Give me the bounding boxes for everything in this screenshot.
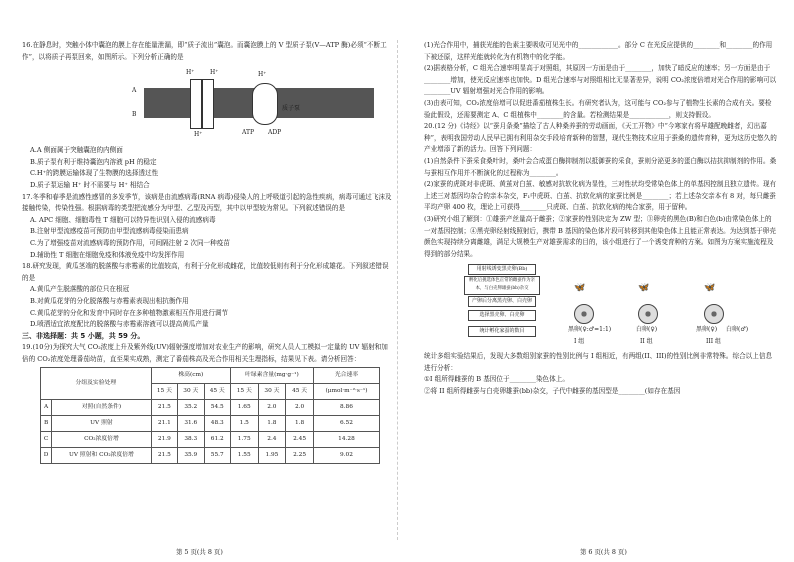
q19-part-3: (3)由表可知，CO₂浓度倍增可以促进番茄植株生长。有研究者认为，这可能与 CO₂参与了植物生长素的合成有关。要检验此假设，还需要测定 A、C 组植株中________的含量。若检测结果是____________，则支持假设。: [424, 98, 772, 119]
table-row: [41, 448, 380, 464]
table-row: [41, 400, 380, 416]
cell: 2.25: [286, 448, 314, 464]
q18-option-d: D.喷洒适宜浓度配比的脱落酸与赤霉素溶液可以提高黄瓜产量: [30, 320, 209, 329]
left-footer: 第 5 页(共 8 页): [176, 548, 223, 556]
atp-label: ATP: [242, 129, 255, 137]
q17-option-a: A. APC 细胞、细胞毒性 T 细胞可以特异性识别入侵的流感病毒: [30, 215, 216, 224]
cell: 55.7: [204, 448, 230, 464]
th-day: 15 天: [151, 384, 177, 400]
th-day: 45 天: [286, 384, 314, 400]
q16-option-a: A.A 侧面属于突触囊泡的内侧面: [30, 146, 123, 155]
q20-flow-figure: [424, 264, 778, 348]
q16-option-b: B.质子泵有利于维持囊泡内溶液 pH 的稳定: [30, 157, 157, 166]
th-day: 45 天: [204, 384, 230, 400]
cell: 21.9: [151, 432, 177, 448]
flow-step-3: 产卵后分离黑壳卵、白壳卵: [468, 296, 536, 307]
th-height: 株高(cm): [151, 368, 230, 384]
cell: 2.45: [286, 432, 314, 448]
th-day: 30 天: [178, 384, 204, 400]
group-2-result: 白卵(♀): [636, 326, 658, 334]
th-leaf: 叶绿素含量(mg·g⁻¹): [230, 368, 313, 384]
table-row: [41, 416, 380, 432]
group-1-result: 黑卵(♀:♂=1:1): [568, 326, 612, 334]
cell: 2.0: [258, 400, 286, 416]
q17-option-c: C.为了增强疫苗对流感病毒的预防作用，可间隔注射 2 次同一种疫苗: [30, 238, 230, 247]
flow-step-4: 选择黑壳卵、白壳卵: [468, 310, 536, 321]
cell: 1.5: [230, 416, 258, 432]
q17-option-b: B.注射甲型流感疫苗可预防由甲型流感病毒侵染而患病: [30, 227, 189, 236]
cell: 1.8: [258, 416, 286, 432]
proton-pump: [252, 83, 278, 125]
flow-step-5: 统计孵化家蚕的数目: [468, 326, 536, 337]
q20-part-3: (3)研究小组了解到：①雄蚕产丝量高于雌蚕；②家蚕的性别决定为 ZW 型；③卵壳的黑色(B)和白色(b)由常染色体上的一对基因控制；④黑壳卵经射线照射后，携带 B 基因的染色体片段可转移到其他染色体上且能正常表达。为达到基于卵壳颜色实现持续分离雌雄，满足大规模生产对雄蚕需求的目的，该小组进行了一个诱变育种的方案。如图为方案实施流程及得到的部分结果。: [424, 214, 776, 258]
q20-part-2: (2)家蚕的虎斑对非虎斑、黄茧对白茧、敏感对抗软化病为显性，三对性状均受常染色体上的单基因控制且独立遗传。现有上述三对基因均杂合的亲本杂交，F₁中虎斑、白茧、抗软化病的家蚕比例是________；若上述杂交亲本有 8 对，每只雌蚕平均产卵 400 枚，理论上可获得________只虎斑、白茧、抗软化病的纯合家蚕，用于留种。: [424, 180, 777, 212]
q19-part-1: (1)光合作用中，捕获光能的色素主要吸收可见光中的____________。部分 C 在光反应提供的________和________的作用下被还原，这样光能就转化为有机物中的化学能。: [424, 41, 773, 61]
label-b: B: [132, 111, 137, 119]
cell: 9.02: [313, 448, 379, 464]
cell: C: [41, 432, 52, 448]
cell: 1.65: [230, 400, 258, 416]
channel-left: [190, 79, 202, 129]
cell: 21.5: [151, 400, 177, 416]
bottom-h-right: H⁺: [258, 71, 267, 79]
cell: 2.0: [286, 400, 314, 416]
cell: 1.75: [230, 432, 258, 448]
flow-step-2: 孵化后挑选体色正常的雌蚕作为亲本，与白壳卵雄蚕(bb)杂交: [464, 276, 540, 295]
cell: 8.86: [313, 400, 379, 416]
cell: CO₂浓度倍增: [52, 432, 151, 448]
th-day: 30 天: [258, 384, 286, 400]
q17-option-d: D.辅助性 T 细胞在细胞免疫和体液免疫中均发挥作用: [30, 250, 185, 259]
moth-icon: 🦋: [704, 283, 716, 294]
q19-table: [40, 367, 380, 464]
channel-right: [202, 79, 214, 129]
cell: 31.6: [178, 416, 204, 432]
table-row: [41, 432, 380, 448]
page-divider: [397, 40, 398, 540]
q18-option-a: A.黄瓜产生脱落酸的部位只在根冠: [30, 285, 130, 294]
q19-part-2: (2)据表格分析，C 组光合速率明显高于对照组，其原因一方面是由于________，加快了暗反应的速率；另一方面是由于________增加，使光反应速率也加快。D 组光合速率与对照组相比无显著差异，说明 CO₂浓度倍增对光合作用的影响可以________UV 辐射增强对光合作用的影响。: [424, 64, 777, 96]
q19-stem: 19.(10分)为探究大气 CO₂浓度上升及紫外线(UV)辐射强度增加对农业生产的影响，研究人员人工模拟一定量的 UV 辐射和加倍的 CO₂浓度处理番茄幼苗，直至果实成熟，测定了番茄株高及光合作用相关生理指标，结果见下表。请分析回答：: [22, 343, 388, 363]
cell: 对照(自然条件): [52, 400, 151, 416]
cell: D: [41, 448, 52, 464]
egg-icon: [704, 304, 724, 324]
cell: 21.1: [151, 416, 177, 432]
adp-label: ADP: [268, 129, 282, 137]
moth-icon: 🦋: [574, 283, 586, 294]
flow-step-1: 用射线诱变黑壳卵(Bb): [468, 264, 536, 275]
q18-option-c: C.黄瓜花芽的分化和发育中同时存在多种植物激素相互作用进行调节: [30, 308, 229, 317]
bottom-h-left: H⁺: [194, 131, 203, 139]
group-1-label: I 组: [574, 338, 585, 346]
cell: 14.28: [313, 432, 379, 448]
q17-stem: 17.冬季和春季是流感性感冒的多发季节，该病是由流感病毒(RNA 病毒)侵染人的上呼吸道引起的急性疾病，病毒可通过飞沫及接触传染，传染性强。根据病毒的类型把流感分为甲型、乙型及丙型，其中以甲型较为常见。下列叙述错误的是: [22, 192, 392, 213]
egg-icon: [638, 304, 658, 324]
moth-icon: 🦋: [638, 283, 650, 294]
cell: B: [41, 416, 52, 432]
q16-figure: [82, 65, 342, 145]
cell: 54.5: [204, 400, 230, 416]
th-group: 分组及实验处理: [41, 368, 152, 400]
pump-label: 质子泵: [282, 105, 301, 113]
q20-part-1: (1)自然条件下蚕采食桑叶时，桑叶会合成蛋白酶抑制剂以抵御蚕的采食，蚕则分泌更多的蛋白酶以拮抗抑制剂的作用。桑与蚕相互作用并不断演化的过程称为________。: [424, 156, 777, 177]
th-day: 15 天: [230, 384, 258, 400]
cell: 2.4: [258, 432, 286, 448]
cell: UV 照射和 CO₂浓度倍增: [52, 448, 151, 464]
label-a: A: [132, 87, 137, 95]
cell: 38.3: [178, 432, 204, 448]
group-2-label: II 组: [640, 338, 653, 346]
q16-option-c: C.H⁺的跨膜运输体现了生物膜的选择透过性: [30, 169, 159, 178]
section-3-heading: 三、非选择题：共 5 小题，共 59 分。: [22, 331, 145, 340]
q20-answer-2: ②将 II 组所得雌蚕与白壳卵雄蚕(bb)杂交，子代中雌蚕的基因型是________(如存在基因: [424, 387, 681, 396]
q20-stem: 20.(12 分)《诗经》以“蚕月条桑”描绘了古人种桑养蚕的劳动画面，《天工开物》中“今寒家有将早雄配晚雌者，幻出嘉种”，表明我国劳动人民早已拥有利用杂交手段培育新种的智慧，现代生物技术应用于蚕桑的遗传育种，更为这历史悠久的产业增添了新的活力。回答下列问题：: [424, 122, 777, 154]
cell: 61.2: [204, 432, 230, 448]
group-3-label: III 组: [706, 338, 722, 346]
cell: UV 照射: [52, 416, 151, 432]
q18-stem: 18.研究发现，黄瓜茎端的脱落酸与赤霉素的比值较高，有利于分化形成雌花，比值较低则有利于分化形成雄花。下列叙述错误的是: [22, 262, 389, 282]
group-3-result: 黑卵(♀): [696, 326, 718, 334]
th-rate: 光合速率: [313, 368, 379, 384]
right-page: [424, 40, 778, 398]
egg-icon: [574, 304, 594, 324]
left-page: [22, 40, 394, 464]
q18-option-b: B.对黄瓜花芽的分化脱落酸与赤霉素表现出相抗衡作用: [30, 296, 189, 305]
cell: 48.3: [204, 416, 230, 432]
q20-answer-1: ①I 组所得雌蚕的 B 基因位于________染色体上。: [424, 375, 569, 384]
top-h-left: H⁺: [186, 69, 195, 77]
cell: 1.95: [258, 448, 286, 464]
q16-option-d: D.质子泵运输 H⁺ 时不需要与 H⁺ 相结合: [30, 180, 150, 189]
cell: A: [41, 400, 52, 416]
th-rate-unit: (μmol·m⁻²·s⁻¹): [313, 384, 379, 400]
cell: 6.52: [313, 416, 379, 432]
q20-after-figure: 统计多组实验结果后，发现大多数组别家蚕的性别比例与 I 组相近，有两组(II、III)的性别比例非常特殊。综合以上信息进行分析：: [424, 352, 773, 372]
top-h-right: H⁺: [210, 69, 219, 77]
cell: 1.8: [286, 416, 314, 432]
cell: 35.9: [178, 448, 204, 464]
cell: 21.5: [151, 448, 177, 464]
cell: 1.55: [230, 448, 258, 464]
group-3-result-2: 白卵(♂): [726, 326, 749, 334]
q16-stem: 16.在静息时，突触小体中囊泡的膜上存在能量泄漏，即“质子流出”囊泡。而囊泡膜上的 V 型质子泵(V—ATP 酶)必须“不断工作”，以将质子再泵回来，如图所示。下列分析正确的是: [22, 41, 387, 61]
cell: 35.2: [178, 400, 204, 416]
right-footer: 第 6 页(共 8 页): [580, 548, 627, 556]
